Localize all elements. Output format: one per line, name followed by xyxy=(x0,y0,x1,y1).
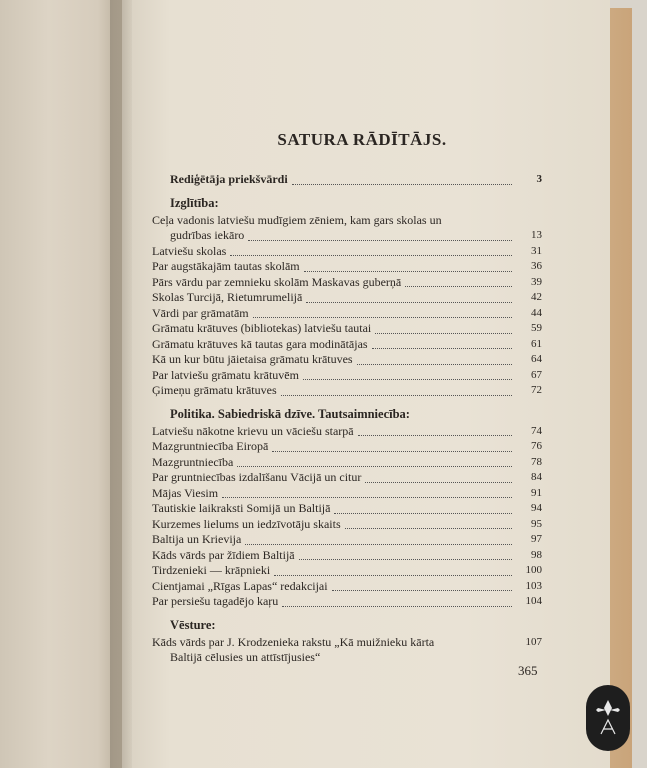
dot-leader xyxy=(303,379,512,380)
toc-entry xyxy=(152,579,542,595)
section-heading: Vēsture: xyxy=(170,617,216,632)
toc-entry xyxy=(152,501,542,517)
toc-entry-page: 64 xyxy=(531,353,542,365)
toc-entry xyxy=(152,635,542,666)
toc-entry-page: 76 xyxy=(531,440,542,452)
toc-entry xyxy=(152,352,542,368)
toc-entry-text: Ģimeņu grāmatu krātuves xyxy=(152,383,277,397)
toc-entry xyxy=(152,563,542,579)
toc-entry xyxy=(152,455,542,471)
toc-entry xyxy=(152,259,542,275)
toc-entry xyxy=(152,213,542,244)
dot-leader xyxy=(332,590,512,591)
toc-entry-text: Kurzemes lielums un iedzīvotāju skaits xyxy=(152,516,341,531)
toc-entry xyxy=(152,470,542,486)
dot-leader xyxy=(237,466,512,467)
book-gutter xyxy=(110,0,132,768)
toc-entry-text: Kāds vārds par J. Krodzenieka rakstu „Kā muižnieku kārta xyxy=(152,634,435,649)
toc-entry-page: 107 xyxy=(525,635,542,648)
toc-entry-page: 74 xyxy=(531,424,542,437)
toc-entry-text: Tirdzenieki — krāpnieki xyxy=(152,563,271,577)
toc-entry xyxy=(152,594,542,610)
dot-leader xyxy=(299,559,512,560)
dot-leader xyxy=(357,364,512,365)
dot-leader xyxy=(274,575,512,576)
dot-leader xyxy=(222,497,512,498)
toc-entry-page: 103 xyxy=(525,579,542,592)
toc-entry-page: 84 xyxy=(531,471,542,483)
toc-entry-page: 91 xyxy=(531,486,542,499)
toc-entry xyxy=(152,244,542,260)
dot-leader xyxy=(375,333,512,334)
toc-entry xyxy=(152,368,542,384)
toc-entry-text: Cientjamai „Rīgas Lapas“ redakcijai xyxy=(152,578,328,593)
dot-leader xyxy=(304,271,512,272)
toc-entry-page: 59 xyxy=(531,322,542,334)
dot-leader xyxy=(230,255,512,256)
dot-leader xyxy=(292,184,512,185)
toc-entry-page: 97 xyxy=(531,533,542,545)
toc-entry-text: Kāds vārds par žīdiem Baltijā xyxy=(152,547,295,562)
toc-entry-page: 104 xyxy=(525,595,542,607)
dot-leader xyxy=(405,286,512,287)
toc-entry-page: 61 xyxy=(531,337,542,350)
toc-entry-page: 94 xyxy=(531,502,542,514)
toc-entry-page: 44 xyxy=(531,306,542,319)
toc-entry xyxy=(152,383,542,399)
toc-entry-text: Skolas Turcijā, Rietumrumelijā xyxy=(152,290,303,304)
toc-entry xyxy=(152,290,542,306)
toc-entry-text: Baltija un Krievija xyxy=(152,532,242,546)
toc-entry xyxy=(152,517,542,533)
toc-entry-text: Pārs vārdu par zemnieku skolām Maskavas guberņā xyxy=(152,274,402,289)
toc-entry-page: 3 xyxy=(536,173,542,185)
crossed-emblem-icon xyxy=(586,685,630,751)
toc-entry-text: Grāmatu krātuves (bibliotekas) latviešu tautai xyxy=(152,321,372,335)
toc-entry-page: 42 xyxy=(531,291,542,303)
toc-entry-text: Tautiskie laikraksti Somijā un Baltijā xyxy=(152,501,331,515)
toc-entry-page: 36 xyxy=(531,260,542,272)
toc-entry-page: 78 xyxy=(531,455,542,468)
page-number: 365 xyxy=(518,663,538,678)
page-title: SATURA RĀDĪTĀJS. xyxy=(277,130,447,149)
toc-entry-continuation xyxy=(152,228,542,244)
toc-entry-page: 31 xyxy=(531,244,542,257)
toc-entry-text: Mazgruntniecība xyxy=(152,454,234,469)
section-heading: Izglītība: xyxy=(170,195,219,210)
dot-leader xyxy=(306,302,512,303)
dot-leader xyxy=(272,451,512,452)
left-page xyxy=(0,0,122,768)
toc-entry-page: 95 xyxy=(531,517,542,530)
section-heading: Politika. Sabiedriskā dzīve. Tautsaimniecība: xyxy=(170,406,410,421)
toc-entry-text: Par gruntniecības izdalīšanu Vācijā un citur xyxy=(152,470,362,484)
toc-entry-text: Kā un kur būtu jāietaisa grāmatu krātuves xyxy=(152,352,353,366)
dot-leader xyxy=(372,348,512,349)
toc-entry-text: Par augstākajām tautas skolām xyxy=(152,259,300,273)
dot-leader xyxy=(245,544,512,545)
dot-leader xyxy=(281,395,512,396)
dot-leader xyxy=(253,317,512,318)
toc-entry-text-cont: Baltijā cēlusies un attīstījusies“ xyxy=(170,650,321,664)
toc-entry xyxy=(152,548,542,564)
toc-entry-text: Par latviešu grāmatu krātuvēm xyxy=(152,367,299,382)
toc-entry-text-cont: gudrības iekāro xyxy=(170,228,245,242)
toc-entry xyxy=(152,306,542,322)
toc-entry-page: 98 xyxy=(531,548,542,561)
toc-entry-first-line xyxy=(152,635,542,651)
dot-leader xyxy=(345,528,512,529)
toc-entry-page: 72 xyxy=(531,384,542,396)
toc-entry xyxy=(152,424,542,440)
toc-entry xyxy=(152,439,542,455)
dot-leader xyxy=(334,513,512,514)
toc-entry-page: 39 xyxy=(531,275,542,288)
toc-entry-preface xyxy=(152,172,542,188)
dot-leader xyxy=(282,606,512,607)
toc-entry-text: Latviešu nākotne krievu un vāciešu starpā xyxy=(152,423,354,438)
toc-entry xyxy=(152,337,542,353)
toc-entry-text: Mazgruntniecība Eiropā xyxy=(152,439,269,453)
toc-entry-text: Mājas Viesim xyxy=(152,485,219,500)
toc-entry xyxy=(152,321,542,337)
dot-leader xyxy=(365,482,512,483)
toc-entry xyxy=(152,275,542,291)
toc-entry xyxy=(152,532,542,548)
toc-entry xyxy=(152,486,542,502)
toc-entry-text: Par persiešu tagadējo kaŗu xyxy=(152,594,279,608)
toc-entry-page: 67 xyxy=(531,368,542,381)
toc-entry-text: Grāmatu krātuves kā tautas gara modinātājas xyxy=(152,336,368,351)
toc-entry-page: 100 xyxy=(525,564,542,576)
toc-entry-page: 13 xyxy=(531,229,542,241)
toc-entry-text: Latviešu skolas xyxy=(152,243,227,258)
dot-leader xyxy=(358,435,512,436)
toc-entry-text: Rediģētāja priekšvārdi xyxy=(170,172,288,186)
dot-leader xyxy=(248,240,512,241)
toc-entry-text: Vārdi par grāmatām xyxy=(152,305,249,320)
toc-entry-text: Ceļa vadonis latviešu mudīgiem zēniem, kam gars skolas un xyxy=(152,212,442,227)
table-of-contents xyxy=(152,130,542,666)
